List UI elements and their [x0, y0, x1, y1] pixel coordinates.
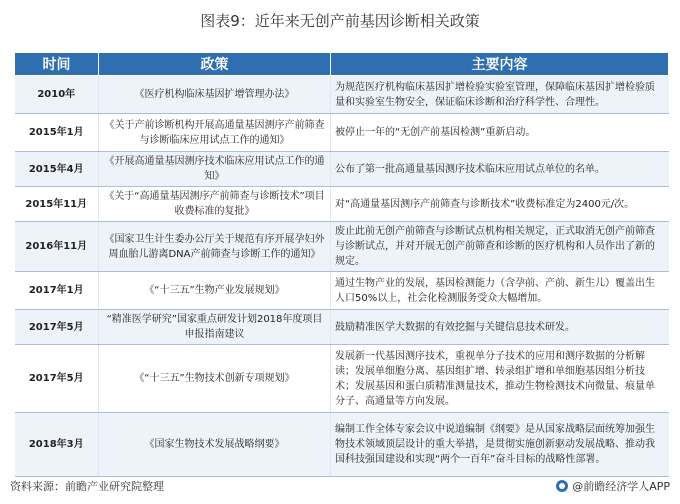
cell-content: 公布了第一批高通量基因测序技术临床应用试点单位的名单。: [331, 152, 669, 187]
cell-time: 2017年5月: [15, 345, 99, 413]
page-title: 图表9：近年来无创产前基因诊断相关政策: [200, 12, 480, 30]
header-content: 主要内容: [331, 53, 669, 76]
cell-time: 2017年1月: [15, 272, 99, 310]
cell-time: 2017年5月: [15, 310, 99, 345]
cell-policy: 《国家卫生计生委办公厅关于规范有序开展孕妇外周血胎儿游离DNA产前筛查与诊断工作的通知》: [99, 222, 331, 272]
table-row: [15, 222, 669, 272]
cell-content: 编制工作全体专家会议中说道编制《纲要》是从国家战略层面统筹加强生物技术领域顶层设计的重大举措，是贯彻实施创新驱动发展战略、推动我国科技强国建设和实现“两个一百年”奋斗目标的战略性部署。: [331, 413, 669, 477]
header-time: 时间: [15, 53, 99, 76]
brand-credit: [556, 478, 670, 494]
table-header-row: [15, 53, 669, 76]
footer: [10, 478, 670, 496]
table-row: [15, 413, 669, 477]
cell-policy: 《国家生物技术发展战略纲要》: [99, 413, 331, 477]
cell-policy: 《“十三五”生物产业发展规划》: [99, 272, 331, 310]
table-row: [15, 152, 669, 187]
cell-time: 2015年1月: [15, 114, 99, 152]
source-note: 资料来源：前瞻产业研究院整理: [10, 480, 164, 493]
cell-content: 为规范医疗机构临床基因扩增检验实验室管理，保障临床基因扩增检验质量和实验室生物安全，保证临床诊断和治疗科学性、合理性。: [331, 76, 669, 114]
table-row: [15, 345, 669, 413]
cell-policy: 《“十三五”生物技术创新专项规划》: [99, 345, 331, 413]
cell-time: 2015年11月: [15, 187, 99, 222]
cell-policy: 《关于“高通量基因测序产前筛查与诊断技术”项目收费标准的复批》: [99, 187, 331, 222]
cell-content: 被停止一年的“无创产前基因检测”重新启动。: [331, 114, 669, 152]
table-row: [15, 310, 669, 345]
qianzhan-logo-icon: [556, 480, 568, 492]
cell-content: 鼓励精准医学大数据的有效挖掘与关键信息技术研发。: [331, 310, 669, 345]
cell-content: 通过生物产业的发展，基因检测能力（含孕前、产前、新生儿）覆盖出生人口50%以上，社会化检测服务受众大幅增加。: [331, 272, 669, 310]
table-row: [15, 76, 669, 114]
cell-policy: 《开展高通量基因测序技术临床应用试点工作的通知》: [99, 152, 331, 187]
cell-policy: “精准医学研究”国家重点研发计划2018年度项目申报指南建议: [99, 310, 331, 345]
cell-content: 发展新一代基因测序技术，重视单分子技术的应用和测序数据的分析解读；发展单细胞分离、基因组扩增、转录组扩增和单细胞基因组分析技术；发展基因和蛋白质精准测量技术，推动生物检测技术向微量、痕量单分子、高通量等方向发展。: [331, 345, 669, 413]
cell-time: 2015年4月: [15, 152, 99, 187]
cell-time: 2010年: [15, 76, 99, 114]
brand-label: @前瞻经济学人APP: [572, 480, 670, 493]
cell-policy: 《关于产前诊断机构开展高通量基因测序产前筛查与诊断临床应用试点工作的通知》: [99, 114, 331, 152]
cell-content: 对“高通量基因测序产前筛查与诊断技术”收费标准定为2400元/次。: [331, 187, 669, 222]
header-policy: 政策: [99, 53, 331, 76]
table-row: [15, 114, 669, 152]
cell-time: 2018年3月: [15, 413, 99, 477]
table-row: [15, 187, 669, 222]
cell-time: 2016年11月: [15, 222, 99, 272]
cell-policy: 《医疗机构临床基因扩增管理办法》: [99, 76, 331, 114]
table-row: [15, 272, 669, 310]
policy-table: [14, 52, 669, 477]
cell-content: 废止此前无创产前筛查与诊断试点机构相关规定，正式取消无创产前筛查与诊断试点，并对开展无创产前筛查和诊断的医疗机构和人员作出了新的规定。: [331, 222, 669, 272]
